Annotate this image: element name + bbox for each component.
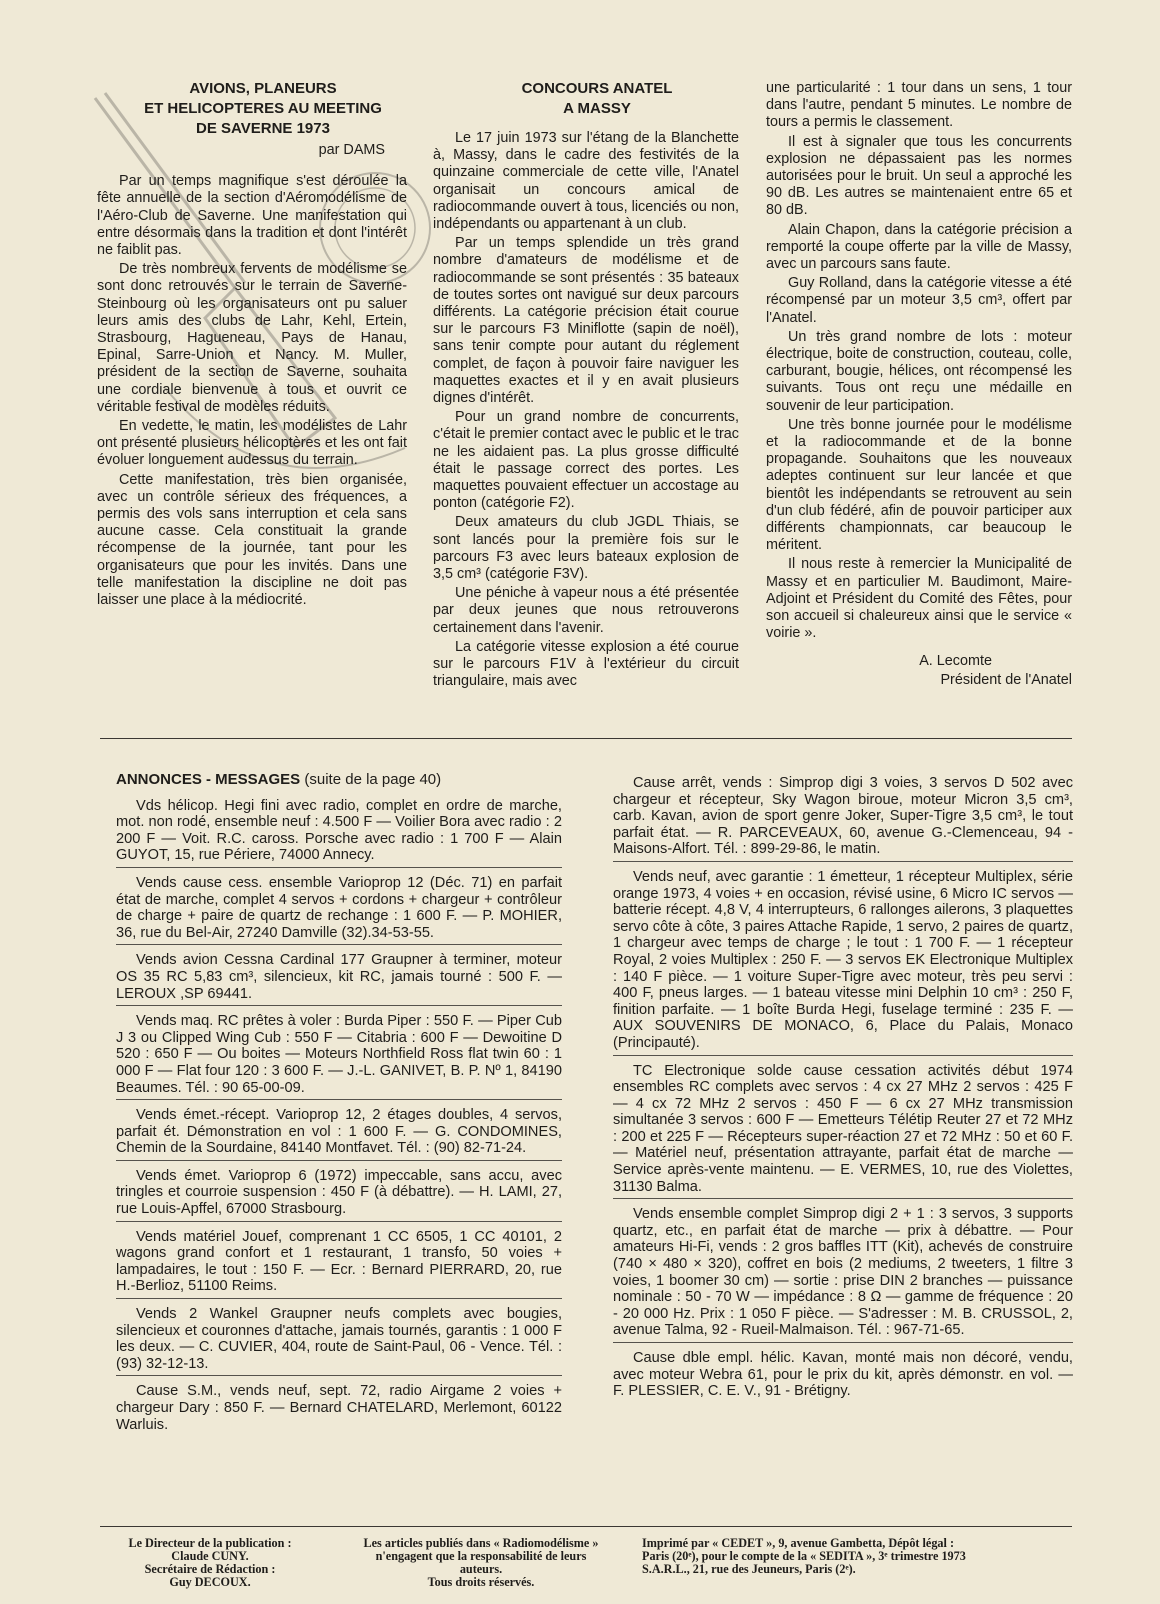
classified-ad: Cause S.M., vends neuf, sept. 72, radio Airgame 2 voies + chargeur Dary : 850 F. — Bernard CHATELARD, Merlemont, 60122 Warluis. bbox=[116, 1383, 562, 1433]
classified-ad: Vends maq. RC prêtes à voler : Burda Piper : 550 F. — Piper Cub J 3 ou Clipped Wing Cub : 550 F — Citabria : 600 F — Dewoitine D 520 : 650 F — Ou boites — Moteurs Northfield Ross flat twin 60 : 1 000 F — Flat four 120 : 3 600 F. — J.-L. GANIVET, B. P. Nº 1, 84190 Beaumes. Tél. : 90 65-00-09. bbox=[116, 1010, 562, 1100]
paragraph: Il est à signaler que tous les concurrents explosion ne dépassaient pas les normes autorisées pour le bruit. Un seul a approché les 90 dB. Les autres se maintenaient entre 65 et 80 dB. bbox=[766, 133, 1072, 219]
paragraph: Par un temps magnifique s'est déroulée la fête annuelle de la section d'Aéromodélisme de l'Aéro-Club de Saverne. Une manifestation qui entre désormais dans la tradition et dont l'intérêt ne faiblit pas. bbox=[97, 173, 407, 259]
footer-printer bbox=[642, 1537, 1074, 1576]
paragraph: En vedette, le matin, les modélistes de Lahr ont présenté plusieurs hélicoptères et les ont fait évoluer longuement audessus du terrain. bbox=[97, 418, 407, 469]
paragraph: Un très grand nombre de lots : moteur électrique, boite de construction, couteau, colle, carburant, bougie, hélices, ont récompensé les suivants. Tous ont reçu une médaille en souvenir de leur participation. bbox=[766, 328, 1072, 414]
article-byline: par DAMS bbox=[318, 142, 385, 158]
footer-line: Secrétaire de Rédaction : bbox=[144, 1562, 276, 1576]
footer-line: Claude CUNY. bbox=[171, 1549, 249, 1563]
classified-ad: Vends émet. Varioprop 6 (1972) impeccable, sans accu, avec tringles et courroie suspension : 450 F (à débattre). — H. LAMI, 27, rue Louis-Apffel, 67000 Strasbourg. bbox=[116, 1165, 562, 1222]
footer-line: Paris (20ᵉ), pour le compte de la « SEDITA », 3ᵉ trimestre 1973 bbox=[642, 1549, 966, 1563]
paragraph: Deux amateurs du club JGDL Thiais, se sont lancés pour la première fois sur le parcours F3 avec leurs bateaux explosion de 3,5 cm³ (catégorie F3V). bbox=[433, 514, 739, 583]
footer-line: n'engagent que la responsabilité de leurs bbox=[375, 1549, 587, 1563]
paragraph: Par un temps splendide un très grand nombre d'amateurs de modélisme et de radiocommande se sont présentés : 35 bateaux de toutes sortes ont navigué sur deux parcours différents. La catégorie précision était courue sur le parcours F3 Miniflotte (sapin de noël), sans tenir compte pour autant du réglement complet, de façon à pouvoir faire naviguer les maquettes exactes et il y en avait plusieurs dignes d'intérêt. bbox=[433, 235, 739, 407]
article-title-line: A MASSY bbox=[563, 100, 631, 117]
article-anatel bbox=[433, 80, 739, 693]
classified-ad: Vends ensemble complet Simprop digi 2 + 1 : 3 servos, 3 supports quartz, etc., en parfait état de marche — prix à débattre. — Pour amateurs Hi-Fi, vends : 2 gros baffles ITT (Kit), achevés de construire (740 × 480 × 320), coffret en bois (2 mediums, 2 tweeters, 1 filtre 3 voies, 1 boomer 30 cm) — sortie : prise DIN 2 branches — puissance nominale : 50 - 70 W — impédance : 8 Ω — gamme de fréquence : 20 - 20 000 Hz. Prix : 1 050 F pièce. — S'adresser : M. B. CRUSSOL, 2, avenue Talma, 92 - Rueil-Malmaison. Tél. : 967-71-65. bbox=[613, 1203, 1073, 1343]
paragraph: Une très bonne journée pour le modélisme et la radiocommande et de la bonne propagande. Souhaitons que les nouveaux adeptes continuent sur leur lancée et que bientôt les indépendants se retrouvent au sein d'un club fédéré, afin de pouvoir participer aux différents championnats, car beaucoup le méritent. bbox=[766, 416, 1072, 554]
footer-divider bbox=[100, 1526, 1072, 1527]
classified-ad: Vends cause cess. ensemble Varioprop 12 (Déc. 71) en parfait état de marche, complet 4 servos + cordons + chargeur + contrôleur de charge + paire de quartz de rechange : 1 600 F. — P. MOHIER, 36, rue du Bel-Air, 27240 Damville (32).34-53-55. bbox=[116, 872, 562, 945]
paragraph: La catégorie vitesse explosion a été courue sur le parcours F1V à l'extérieur du circuit triangulaire, mais avec bbox=[433, 638, 739, 690]
footer-line: auteurs. bbox=[459, 1562, 503, 1576]
article-title-line: DE SAVERNE 1973 bbox=[196, 120, 330, 137]
paragraph: Il nous reste à remercier la Municipalité de Massy et en particulier M. Baudimont, Maire-Adjoint et Président du Comité des Fêtes, pour son accueil si chaleureux ainsi que le service « voirie ». bbox=[766, 556, 1072, 642]
footer-line: Tous droits réservés. bbox=[427, 1575, 535, 1589]
footer-rights bbox=[326, 1537, 636, 1589]
footer-line: S.A.R.L., 21, rue des Jeuneurs, Paris (2ᵉ). bbox=[642, 1562, 856, 1576]
footer-line: Le Directeur de la publication : bbox=[128, 1536, 292, 1550]
signature-name: A. Lecomte bbox=[919, 652, 992, 669]
article-anatel-continued bbox=[766, 80, 1072, 691]
section-divider bbox=[100, 738, 1072, 739]
classified-ad: Vends neuf, avec garantie : 1 émetteur, 1 récepteur Multiplex, série orange 1973, 4 voies + en occasion, révisé usine, 6 Micro IC servos — batterie récept. 4,8 V, 4 interrupteurs, 6 rallonges ailerons, 3 plaquettes servo côte à côte, 3 paires Attache Rapide, 1 servo, 2 paires de quartz, 1 chargeur avec temps de charge ; le tout : 1 700 F. — 1 récepteur Royal, 2 voies Multiplex : 250 F. — 3 servos EK Electronique Multiplex : 140 F pièce. — 1 voiture Super-Tigre avec moteur, très peu servi : 400 F, pneus larges. — 1 bateau vitesse mini Delphin 10 cm³ : 250 F, finition parfaite. — 1 boîte Burda Hegi, fuselage terminé : 235 F. — AUX SOUVENIRS DE MONACO, 6, Place du Palais, Monaco (Principauté). bbox=[613, 866, 1073, 1056]
paragraph: Alain Chapon, dans la catégorie précision a remporté la coupe offerte par la ville de Massy, avec un parcours sans faute. bbox=[766, 221, 1072, 273]
signature-title: Président de l'Anatel bbox=[940, 671, 1072, 688]
paragraph: Cette manifestation, très bien organisée, avec un contrôle sérieux des fréquences, a permis des vols sans interruption et cela sans aucune casse. Cela constituait la grande récompense de la journée, tant pour les organisateurs que pour les invités. Dans une telle manifestation la discipline ne doit pas laisser une place à la médiocrité. bbox=[97, 471, 407, 609]
paragraph: Une péniche à vapeur nous a été présentée par deux jeunes que nous retrouverons certainement dans l'avenir. bbox=[433, 585, 739, 636]
footer-line: Imprimé par « CEDET », 9, avenue Gambetta, Dépôt légal : bbox=[642, 1536, 955, 1550]
paragraph: Le 17 juin 1973 sur l'étang de la Blanchette à, Massy, dans le cadre des festivités de la quinzaine commerciale de cette ville, l'Anatel organisait un concours amical de radiocommande ouvert à tous, licenciés ou non, indépendants ou appartenant à un club. bbox=[433, 130, 739, 233]
classified-ad: Vends émet.-récept. Varioprop 12, 2 étages doubles, 4 servos, parfait ét. Démonstration en vol : 1 600 F. — G. CONDOMINES, Chemin de la Sourdaine, 84140 Montfavet. Tél. : (90) 82-71-24. bbox=[116, 1104, 562, 1161]
paragraph: De très nombreux fervents de modélisme se sont donc retrouvés sur le terrain de Saverne-Steinbourg où les organisateurs ont pu saluer leurs amis des clubs de Lahr, Kehl, Ertein, Strasbourg, Hagueneau, Pays de Hanau, Epinal, Sarre-Union et Nancy. M. Muller, président de la section de Saverne, souhaita une cordiale bienvenue à tous et ouvrit ce véritable festival de modèles réduits. bbox=[97, 261, 407, 415]
paragraph: une particularité : 1 tour dans un sens, 1 tour dans l'autre, pendant 5 minutes. Le nombre de tours a permis le classement. bbox=[766, 80, 1072, 131]
article-title-line: AVIONS, PLANEURS bbox=[189, 80, 337, 97]
paragraph: Pour un grand nombre de concurrents, c'était le premier contact avec le public et le trac ne les aidaient pas. La plus grosse difficulté était le passage correct des portes. Les maquettes pouvaient effectuer un accostage au ponton (catégorie F2). bbox=[433, 409, 739, 512]
footer-line: Guy DECOUX. bbox=[169, 1575, 251, 1589]
footer-credits bbox=[100, 1537, 320, 1589]
annonces-left-column bbox=[116, 772, 562, 1440]
article-saverne bbox=[97, 80, 407, 611]
footer-line: Les articles publiés dans « Radiomodélisme » bbox=[363, 1536, 599, 1550]
classified-ad: Cause arrêt, vends : Simprop digi 3 voies, 3 servos D 502 avec chargeur et récepteur, Sky Wagon biroue, moteur Micron 3,5 cm³, carb. Kavan, avion de sport genre Joker, Super-Tigre 3,5 cm³, le tout parfait état. — R. PARCEVEAUX, 60, avenue G.-Clemenceau, 94 - Maisons-Alfort. Tél. : 899-29-86, le matin. bbox=[613, 772, 1073, 862]
classified-ad: Vends matériel Jouef, comprenant 1 CC 6505, 1 CC 40101, 2 wagons grand confort et 1 restaurant, 1 transfo, 50 voies + lampadaires, le tout : 150 F. — Ecr. : Bernard PIERRARD, 20, rue H.-Berlioz, 51100 Reims. bbox=[116, 1226, 562, 1299]
paragraph: Guy Rolland, dans la catégorie vitesse a été récompensé par un moteur 3,5 cm³, offert par l'Anatel. bbox=[766, 275, 1072, 326]
classified-ad: TC Electronique solde cause cessation activités début 1974 ensembles RC complets avec servos : 4 cx 27 MHz 2 servos : 425 F — 4 cx 72 MHz 2 servos : 450 F — 6 cx 27 MHz transmission simultanée 3 servos : 600 F — Emetteurs Télétip Reuter 27 et 72 MHz : 200 et 225 F — Récepteurs super-réaction 27 et 72 MHz : 50 et 60 F. — Matériel neuf, présentation attrayante, parfait état de marche — Service après-vente maintenu. — E. VERMES, 10, rue des Violettes, 31130 Balma. bbox=[613, 1060, 1073, 1200]
annonces-right-column bbox=[613, 772, 1073, 1407]
classified-ad: Vends 2 Wankel Graupner neufs complets avec bougies, silencieux et couronnes d'attache, jamais tournés, garantis : 1 000 F les deux. — C. CUVIER, 404, route de Saint-Paul, 06 - Vence. Tél. : (93) 32-12-13. bbox=[116, 1303, 562, 1376]
annonces-heading: ANNONCES - MESSAGES (suite de la page 40) bbox=[116, 771, 442, 788]
classified-ad: Vends avion Cessna Cardinal 177 Graupner à terminer, moteur OS 35 RC 5,83 cm³, silencieux, kit RC, jamais tourné : 500 F. — LEROUX ,SP 69441. bbox=[116, 949, 562, 1006]
article-title-line: CONCOURS ANATEL bbox=[521, 80, 673, 97]
article-title-line: ET HELICOPTERES AU MEETING bbox=[144, 100, 382, 117]
classified-ad: Cause dble empl. hélic. Kavan, monté mais non décoré, vendu, avec moteur Webra 61, pour le prix du kit, après démonstr. en vol. — F. PLESSIER, C. E. V., 91 - Brétigny. bbox=[613, 1350, 1073, 1400]
annonces-heading-note: (suite de la page 40) bbox=[304, 771, 442, 788]
classified-ad: Vds hélicop. Hegi fini avec radio, complet en ordre de marche, mot. non rodé, ensemble neuf : 4.500 F — Voilier Bora avec radio : 2 200 F — Voit. R.C. caross. Porsche avec radio : 1 700 F — Alain GUYOT, 15, rue Périere, 74000 Annecy. bbox=[116, 795, 562, 868]
